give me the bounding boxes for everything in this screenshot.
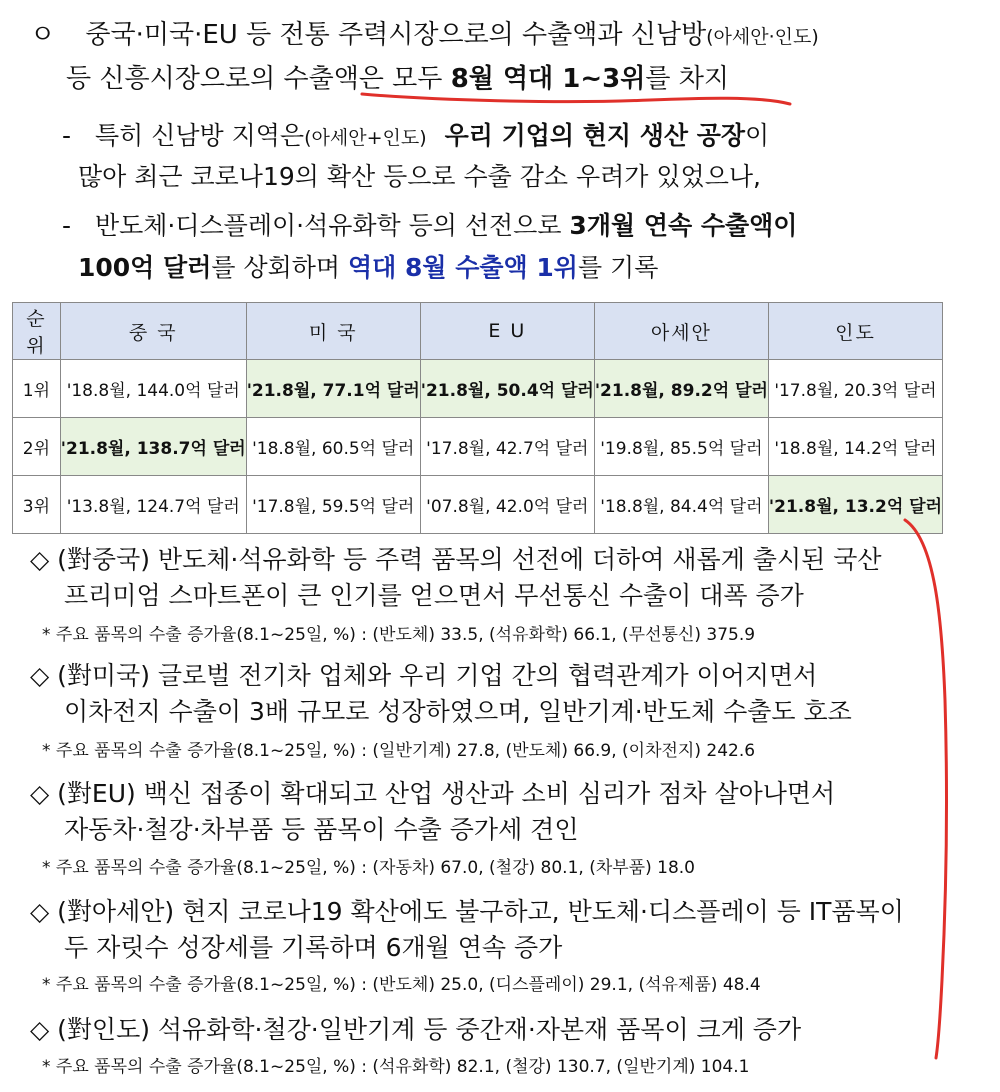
section-asean-line-1: ◇ (對아세안) 현지 코로나19 확산에도 불구하고, 반도체·디스플레이 등 IT품목이 <box>30 897 904 926</box>
section-eu-line-2: 자동차·철강·차부품 등 품목이 수출 증가세 견인 <box>64 815 579 844</box>
table-cell: '17.8월, 42.7억 달러 <box>420 418 594 476</box>
dash1-text-a: 특히 신남방 지역은 <box>94 121 305 150</box>
table-cell-highlight: '21.8월, 138.7억 달러 <box>60 418 246 476</box>
intro-text-1: 중국·미국·EU 등 전통 주력시장으로의 수출액과 신남방 <box>85 20 707 50</box>
dash-marker: - <box>62 211 72 240</box>
header-usa: 미 국 <box>246 303 420 360</box>
header-china: 중 국 <box>60 303 246 360</box>
rank-cell: 3위 <box>13 476 61 534</box>
dash2-text-c: 를 상회하며 <box>211 253 348 282</box>
table-header-row <box>13 303 943 360</box>
table-cell: '17.8월, 59.5억 달러 <box>246 476 420 534</box>
table-cell: '19.8월, 85.5억 달러 <box>594 418 768 476</box>
intro-text-2: 등 신흥시장으로의 수출액은 모두 <box>66 64 451 94</box>
dash2-amount: 100억 달러 <box>78 253 212 282</box>
header-rank: 순 위 <box>13 303 61 360</box>
dash-item-2-line-2 <box>78 248 658 284</box>
intro-text-3: 를 차지 <box>645 64 729 94</box>
table-row <box>13 476 943 534</box>
dash2-blue-emphasis: 역대 8월 수출액 1위 <box>348 253 578 282</box>
dash2-text-d: 를 기록 <box>577 253 659 282</box>
dash2-text-a: 반도체·디스플레이·석유화학 등의 선전으로 <box>94 211 570 240</box>
table-cell-highlight: '21.8월, 77.1억 달러 <box>246 360 420 418</box>
table-row <box>13 360 943 418</box>
red-vertical-stroke <box>905 520 946 1058</box>
section-usa-line-1: ◇ (對미국) 글로벌 전기차 업체와 우리 기업 간의 협력관계가 이어지면서 <box>30 661 818 690</box>
section-asean-note: * 주요 품목의 수출 증가율(8.1~25일, %) : (반도체) 25.0, (디스플레이) 29.1, (석유제품) 48.4 <box>42 975 761 995</box>
dash1-line2: 많아 최근 코로나19의 확산 등으로 수출 감소 우려가 있었으나, <box>78 162 761 191</box>
dash-marker: - <box>62 121 72 150</box>
table-cell: '18.8월, 144.0억 달러 <box>60 360 246 418</box>
section-china-line-2: 프리미엄 스마트폰이 큰 인기를 얻으면서 무선통신 수출이 대폭 증가 <box>64 581 804 610</box>
section-usa-line-2: 이차전지 수출이 3배 규모로 성장하였으며, 일반기계·반도체 수출도 호조 <box>64 697 852 726</box>
table-cell-highlight: '21.8월, 13.2억 달러 <box>768 476 942 534</box>
table-cell: '07.8월, 42.0억 달러 <box>420 476 594 534</box>
intro-paren: (아세안·인도) <box>706 26 819 48</box>
dash2-emphasis: 3개월 연속 수출액이 <box>569 211 798 240</box>
table-cell: '18.8월, 14.2억 달러 <box>768 418 942 476</box>
header-india: 인도 <box>768 303 942 360</box>
dash-item-1-line-2 <box>78 157 761 193</box>
section-eu-line-1: ◇ (對EU) 백신 접종이 확대되고 산업 생산과 소비 심리가 점차 살아나면서 <box>30 779 836 808</box>
intro-bullet: ㅇ <box>30 20 56 50</box>
section-asean-line-2: 두 자릿수 성장세를 기록하며 6개월 연속 증가 <box>64 933 563 962</box>
table-row <box>13 418 943 476</box>
dash1-emphasis: 우리 기업의 현지 생산 공장 <box>444 121 746 150</box>
intro-line-2 <box>66 58 729 95</box>
section-eu-note: * 주요 품목의 수출 증가율(8.1~25일, %) : (자동차) 67.0, (철강) 80.1, (차부품) 18.0 <box>42 858 695 878</box>
table-cell: '18.8월, 60.5억 달러 <box>246 418 420 476</box>
section-india-line-1: ◇ (對인도) 석유화학·철강·일반기계 등 중간재·자본재 품목이 크게 증가 <box>30 1015 802 1044</box>
header-asean: 아세안 <box>594 303 768 360</box>
section-india-note: * 주요 품목의 수출 증가율(8.1~25일, %) : (석유화학) 82.1, (철강) 130.7, (일반기계) 104.1 <box>42 1057 750 1077</box>
table-cell: '13.8월, 124.7억 달러 <box>60 476 246 534</box>
red-underline-stroke <box>362 94 790 104</box>
dash1-paren: (아세안+인도) <box>304 127 427 149</box>
table-cell-highlight: '21.8월, 50.4억 달러 <box>420 360 594 418</box>
rank-cell: 1위 <box>13 360 61 418</box>
section-usa-note: * 주요 품목의 수출 증가율(8.1~25일, %) : (일반기계) 27.8, (반도체) 66.9, (이차전지) 242.6 <box>42 741 756 761</box>
header-eu: E U <box>420 303 594 360</box>
dash1-text-c: 이 <box>745 121 770 150</box>
intro-line-1 <box>30 14 819 51</box>
dash-item-1-line-1 <box>62 116 769 152</box>
export-ranking-table <box>12 302 943 534</box>
rank-cell: 2위 <box>13 418 61 476</box>
section-china-line-1: ◇ (對중국) 반도체·석유화학 등 주력 품목의 선전에 더하여 새롭게 출시된 국산 <box>30 545 882 574</box>
dash-item-2-line-1 <box>62 206 797 242</box>
table-cell: '18.8월, 84.4억 달러 <box>594 476 768 534</box>
section-china-note: * 주요 품목의 수출 증가율(8.1~25일, %) : (반도체) 33.5, (석유화학) 66.1, (무선통신) 375.9 <box>42 625 756 645</box>
intro-emphasis: 8월 역대 1~3위 <box>450 64 646 94</box>
table-cell: '17.8월, 20.3억 달러 <box>768 360 942 418</box>
table-cell-highlight: '21.8월, 89.2억 달러 <box>594 360 768 418</box>
